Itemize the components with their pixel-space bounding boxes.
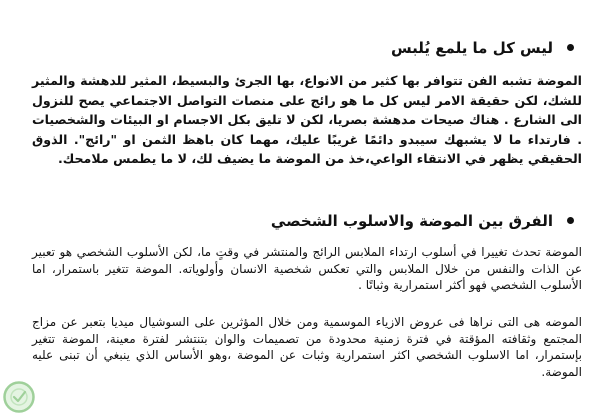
bullet-icon: [567, 217, 574, 224]
section-2-paragraph-1: الموضة تحدث تغييرا في أسلوب ارتداء الملابس الرائج والمنتشر في وقتٍ ما، لكن الأسلوب الشخصي هو تعبير عن الذات والنفس من خلال الملابس والتي تعكس شخصية الانسان وأولوياته. الموضة تتغير باستمرار، اما الأسلوب الشخصي فهو أكثر استمرارية وثباتًا .: [32, 245, 582, 292]
section-heading-2: [271, 211, 574, 231]
section-heading-1-text: ليس كل ما يلمع يُلبس: [390, 39, 553, 57]
section-heading-1: [391, 38, 574, 58]
section-2-paragraph-2: الموضه هى التى نراها فى عروض الازياء الموسمية ومن خلال المؤثرين على السوشيال ميديا بتعبر عن مزاج المجتمع وثقافته المؤقتة في فترة زمنية محدودة من تصميمات والوان بتنتشر لفترة معينة، الموضة تتغير بإستمرار، اما الاسلوب الشخصي اكثر استمرارية وثبات عن الموضة ،وهو الأساس الذي ينبغي أن تبنى عليه الموضة.: [32, 315, 582, 379]
section-1-paragraph: الموضة تشبه الفن تتوافر بها كثير من الانواع، بها الجرئ والبسيط، المثير للدهشة والمثير للشك، لكن حقيقة الامر ليس كل ما هو رائج على منصات التواصل الاجتماعي يصح للنزول الى الشارع . هناك صيحات مدهشة بصريا، لكن لا تليق بكل الاجسام او البيئات والشخصيات . فارتداء ما لا يشبهك سيبدو دائمًا غريبًا عليك، مهما كان باهظ الثمن او "رائج". الذوق الحقيقي يظهر في الانتقاء الواعي،خذ من الموضة ما يضيف لك، لا ما يطمس ملامحك.: [32, 73, 582, 167]
bullet-icon: [567, 44, 574, 51]
section-heading-2-text: الفرق بين الموضة والاسلوب الشخصي: [270, 212, 553, 230]
green-circle-logo-icon: [2, 380, 36, 414]
